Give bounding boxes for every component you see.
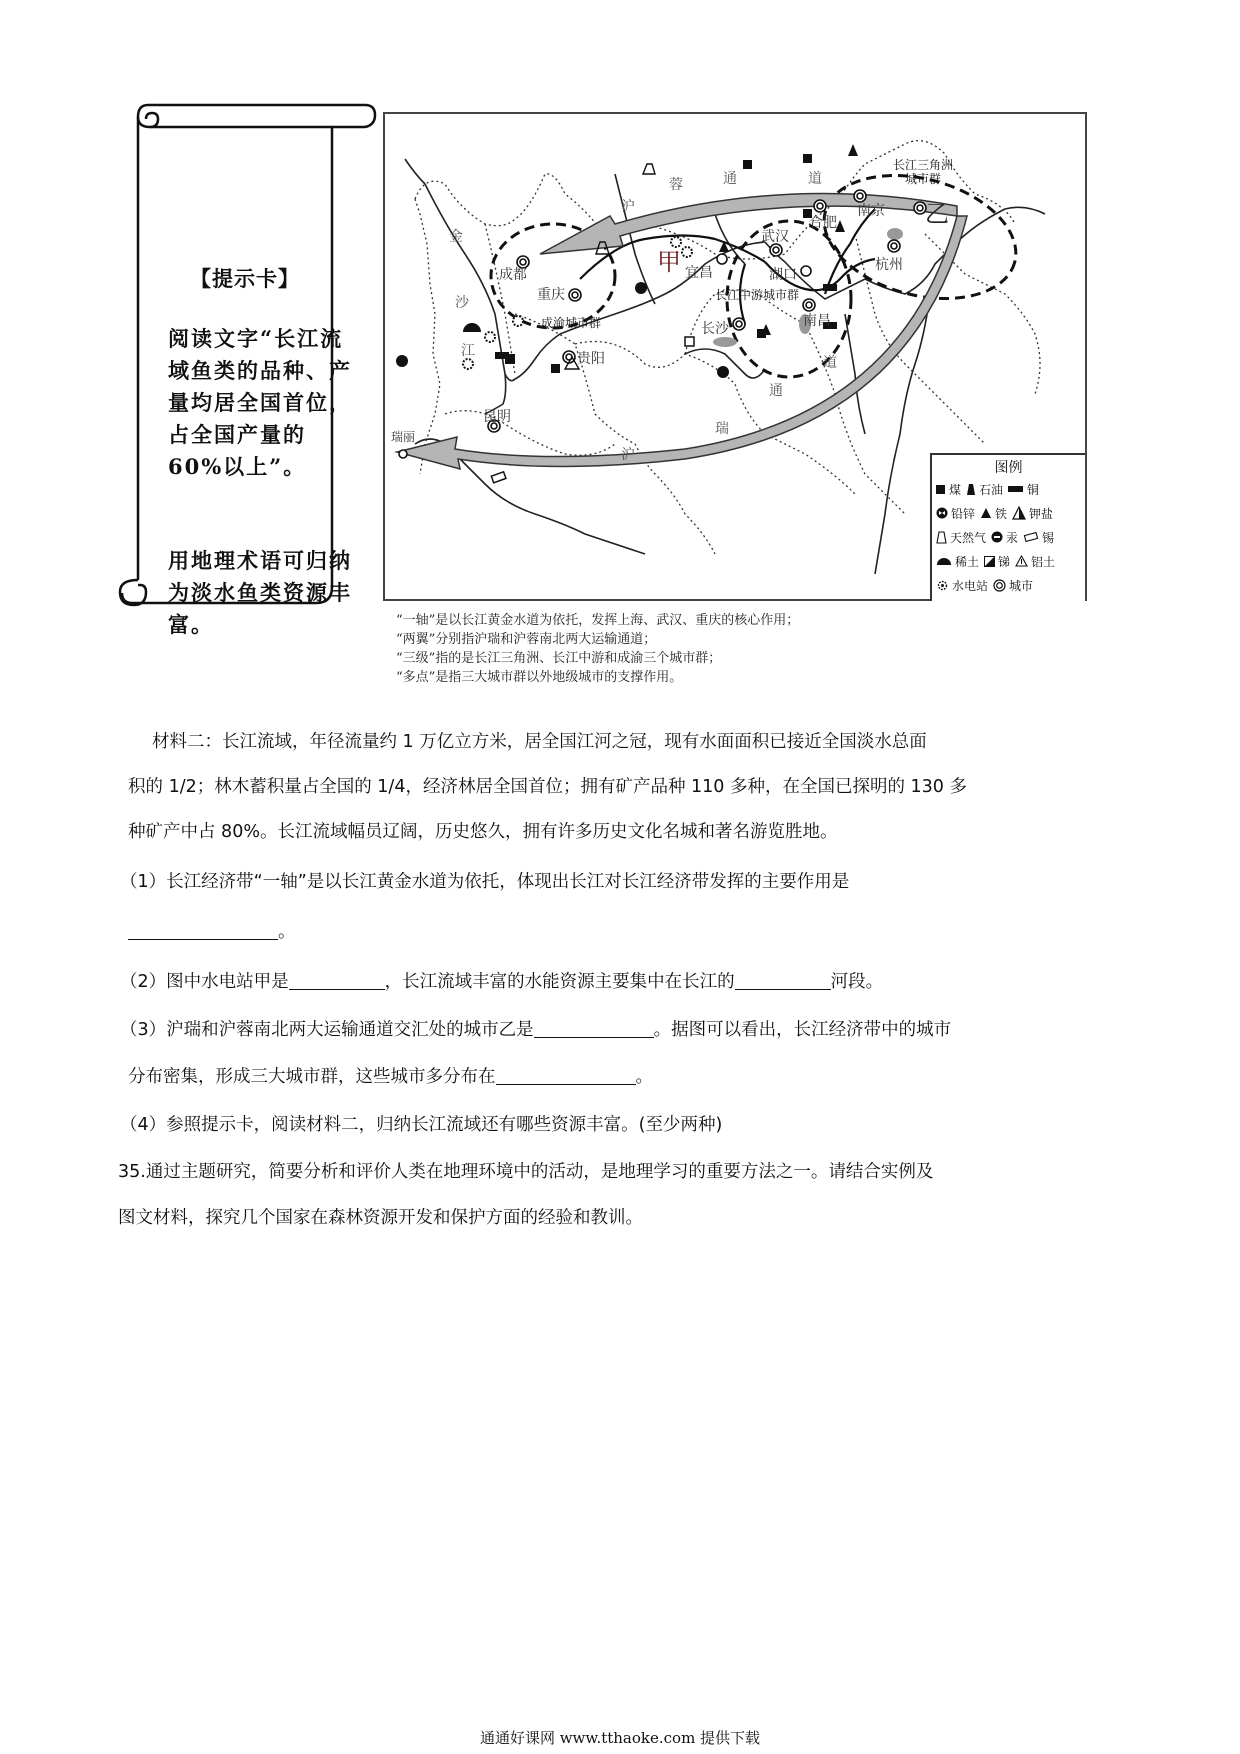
- page-footer: 通通好课网 www.tthaoke.com 提供下载: [479, 1729, 761, 1747]
- question-1: （1）长江经济带“一轴”是以长江黄金水道为依托，体现出长江对长江经济带发挥的主要作用是: [120, 872, 850, 892]
- material2-line-3: 种矿产中占 80%。长江流域幅员辽阔，历史悠久，拥有许多历史文化名城和著名游览胜地。: [128, 822, 838, 842]
- question-3-line-2: 分布密集，形成三大城市群，这些城市多分布在 。: [128, 1067, 653, 1087]
- legend-item-rare-earth: 稀土: [936, 553, 979, 570]
- caption-line: “两翼”分别指沪瑞和沪蓉南北两大运输通道；: [396, 632, 657, 647]
- city-yichang: [717, 254, 727, 264]
- label-guiyang: 贵阳: [577, 351, 605, 367]
- hint-card-paragraph-2: 用地理术语可归纳为淡水鱼类资源丰富。: [168, 548, 352, 637]
- label-hu-south: 沪: [621, 447, 635, 463]
- city-hangzhou: [888, 240, 900, 252]
- city-ruili: [399, 450, 407, 458]
- copper-bar-icon: [1008, 485, 1024, 493]
- label-dao-south: 道: [823, 355, 837, 371]
- legend-item-natural-gas: 天然气: [936, 529, 986, 546]
- city-changsha: [733, 318, 745, 330]
- iron-triangle-icon: [980, 507, 992, 519]
- question-35-line-2: 图文材料，探究几个国家在森林资源开发和保护方面的经验和教训。: [118, 1208, 643, 1228]
- answer-blank-q2-station[interactable]: [289, 971, 385, 990]
- lead-zinc-symbol: [396, 355, 408, 367]
- question-35-line-1: 35.通过主题研究，简要分析和评价人类在地理环境中的活动，是地理学习的重要方法之一。请结合实例及: [118, 1162, 934, 1182]
- city-hukou: [801, 266, 811, 276]
- label-mid-cluster: 长江中游城市群: [715, 288, 800, 302]
- tin-symbol: [491, 472, 506, 483]
- label-sha: 沙: [455, 295, 469, 311]
- mercury-symbol: [635, 282, 647, 294]
- label-chongqing: 重庆: [537, 287, 565, 303]
- caption-line: “多点”是指三大城市群以外地级城市的支撑作用。: [396, 670, 683, 685]
- dongting-lake: [713, 337, 737, 347]
- legend-title: 图例: [994, 460, 1023, 476]
- material2-line-2: 积的 1/2；林木蓄积量占全国的 1/4，经济林居全国首位；拥有矿产品种 110 多种，在全国已探明的 130 多: [128, 777, 968, 797]
- legend-item-mercury: 汞: [991, 529, 1018, 546]
- question-3-line-1: （3）沪瑞和沪蓉南北两大运输通道交汇处的城市乙是 。据图可以看出，长江经济带中的城市: [120, 1020, 952, 1040]
- legend-item-copper: 铜: [1008, 481, 1039, 498]
- copper-symbol: [823, 284, 837, 291]
- label-changsha: 长沙: [701, 321, 729, 337]
- legend-item-coal: 煤: [936, 481, 961, 498]
- lead-zinc-icon: [936, 507, 948, 519]
- hydropower-icon: [936, 579, 949, 592]
- hint-card-paragraph-1: 阅读文字“长江流域鱼类的品种、产量均居全国首位，占全国产量的 60%以上”。: [168, 326, 352, 479]
- label-hangzhou: 杭州: [875, 257, 903, 273]
- label-rui: 瑞: [715, 421, 729, 437]
- label-ruili: 瑞丽: [391, 430, 416, 444]
- hint-card-title: 【提示卡】: [190, 266, 300, 291]
- coal-symbol: [551, 364, 560, 373]
- map-caption: [396, 611, 799, 687]
- tin-icon: [1023, 532, 1039, 542]
- legend-item-potash: 钾盐: [1012, 505, 1053, 522]
- label-jin: 金: [449, 229, 463, 245]
- material2-line-1: 材料二：长江流域，年径流量约 1 万亿立方米，居全国江河之冠，现有水面面积已接近全国淡水总面: [152, 732, 927, 752]
- bauxite-icon: [1015, 555, 1028, 567]
- coal-symbol: [803, 154, 812, 163]
- map-legend: [930, 453, 1085, 601]
- label-delta-cluster-2: 城市群: [905, 172, 942, 186]
- coal-symbol: [743, 160, 752, 169]
- answer-blank-q3-city[interactable]: [534, 1019, 654, 1038]
- label-nanjing: 南京: [857, 203, 885, 219]
- legend-item-city: 城市: [993, 577, 1033, 594]
- question-4: （4）参照提示卡，阅读材料二，归纳长江流域还有哪些资源丰富。(至少两种): [120, 1115, 723, 1135]
- coal-square-icon: [936, 484, 946, 494]
- label-kunming: 昆明: [483, 409, 511, 425]
- label-chengyu-cluster: 成渝城市群: [541, 316, 602, 330]
- natural-gas-symbol: [643, 164, 655, 174]
- label-yichang: 宜昌: [685, 265, 713, 281]
- label-rong: 蓉: [669, 177, 683, 193]
- rare-earth-icon: [936, 556, 952, 566]
- label-chengdu: 成都: [499, 267, 527, 283]
- legend-item-lead-zinc: 铅锌: [936, 505, 975, 522]
- legend-item-tin: 锡: [1023, 529, 1054, 546]
- taihu-lake: [887, 228, 903, 240]
- label-hefei: 合肥: [809, 215, 837, 231]
- legend-item-bauxite: 铝土: [1015, 553, 1055, 570]
- caption-line: “一轴”是以长江黄金水道为依托，发挥上海、武汉、重庆的核心作用；: [396, 613, 800, 628]
- question-1-answer-line: 。: [128, 910, 1118, 955]
- label-delta-cluster-1: 长江三角洲: [893, 158, 954, 172]
- answer-blank-q3-location[interactable]: [496, 1066, 636, 1085]
- question-2: （2）图中水电站甲是 ，长江流域丰富的水能资源主要集中在长江的 河段。: [120, 972, 884, 992]
- lead-zinc-symbol: [717, 366, 729, 378]
- iron-symbol: [848, 144, 858, 156]
- legend-item-iron: 铁: [980, 505, 1007, 522]
- city-hefei: [814, 200, 826, 212]
- label-nanchang: 南昌: [803, 313, 831, 329]
- hint-card: [110, 95, 380, 637]
- mercury-icon: [991, 531, 1003, 543]
- potash-triangle-icon: [1012, 506, 1026, 520]
- answer-blank-q1[interactable]: [128, 921, 278, 940]
- label-tong-north: 通: [723, 171, 737, 187]
- legend-item-antimony: 锑: [984, 553, 1010, 570]
- natural-gas-icon: [936, 531, 947, 544]
- label-wuhan: 武汉: [761, 229, 789, 245]
- caption-line: “三级”指的是长江三角洲、长江中游和成渝三个城市群；: [396, 651, 722, 666]
- answer-blank-q2-section[interactable]: [735, 971, 831, 990]
- label-hukou: 湖口: [769, 267, 797, 283]
- oil-trapezoid-icon: [966, 483, 976, 495]
- legend-item-oil: 石油: [966, 481, 1003, 498]
- city-icon: [993, 579, 1006, 592]
- copper-symbol: [495, 352, 509, 359]
- label-yi: 乙: [925, 200, 949, 228]
- city-chongqing: [569, 289, 581, 301]
- label-jiang: 江: [461, 343, 475, 359]
- label-hu-north: 沪: [621, 199, 635, 215]
- label-tong-south: 通: [769, 383, 783, 399]
- rare-earth-symbol: [463, 323, 481, 332]
- label-jia: 甲: [657, 248, 681, 276]
- gas-symbols: [565, 164, 655, 369]
- antimony-symbol: [685, 337, 694, 346]
- legend-item-hydropower: 水电站: [936, 577, 988, 594]
- label-dao-north: 道: [808, 171, 822, 187]
- antimony-icon: [984, 556, 995, 567]
